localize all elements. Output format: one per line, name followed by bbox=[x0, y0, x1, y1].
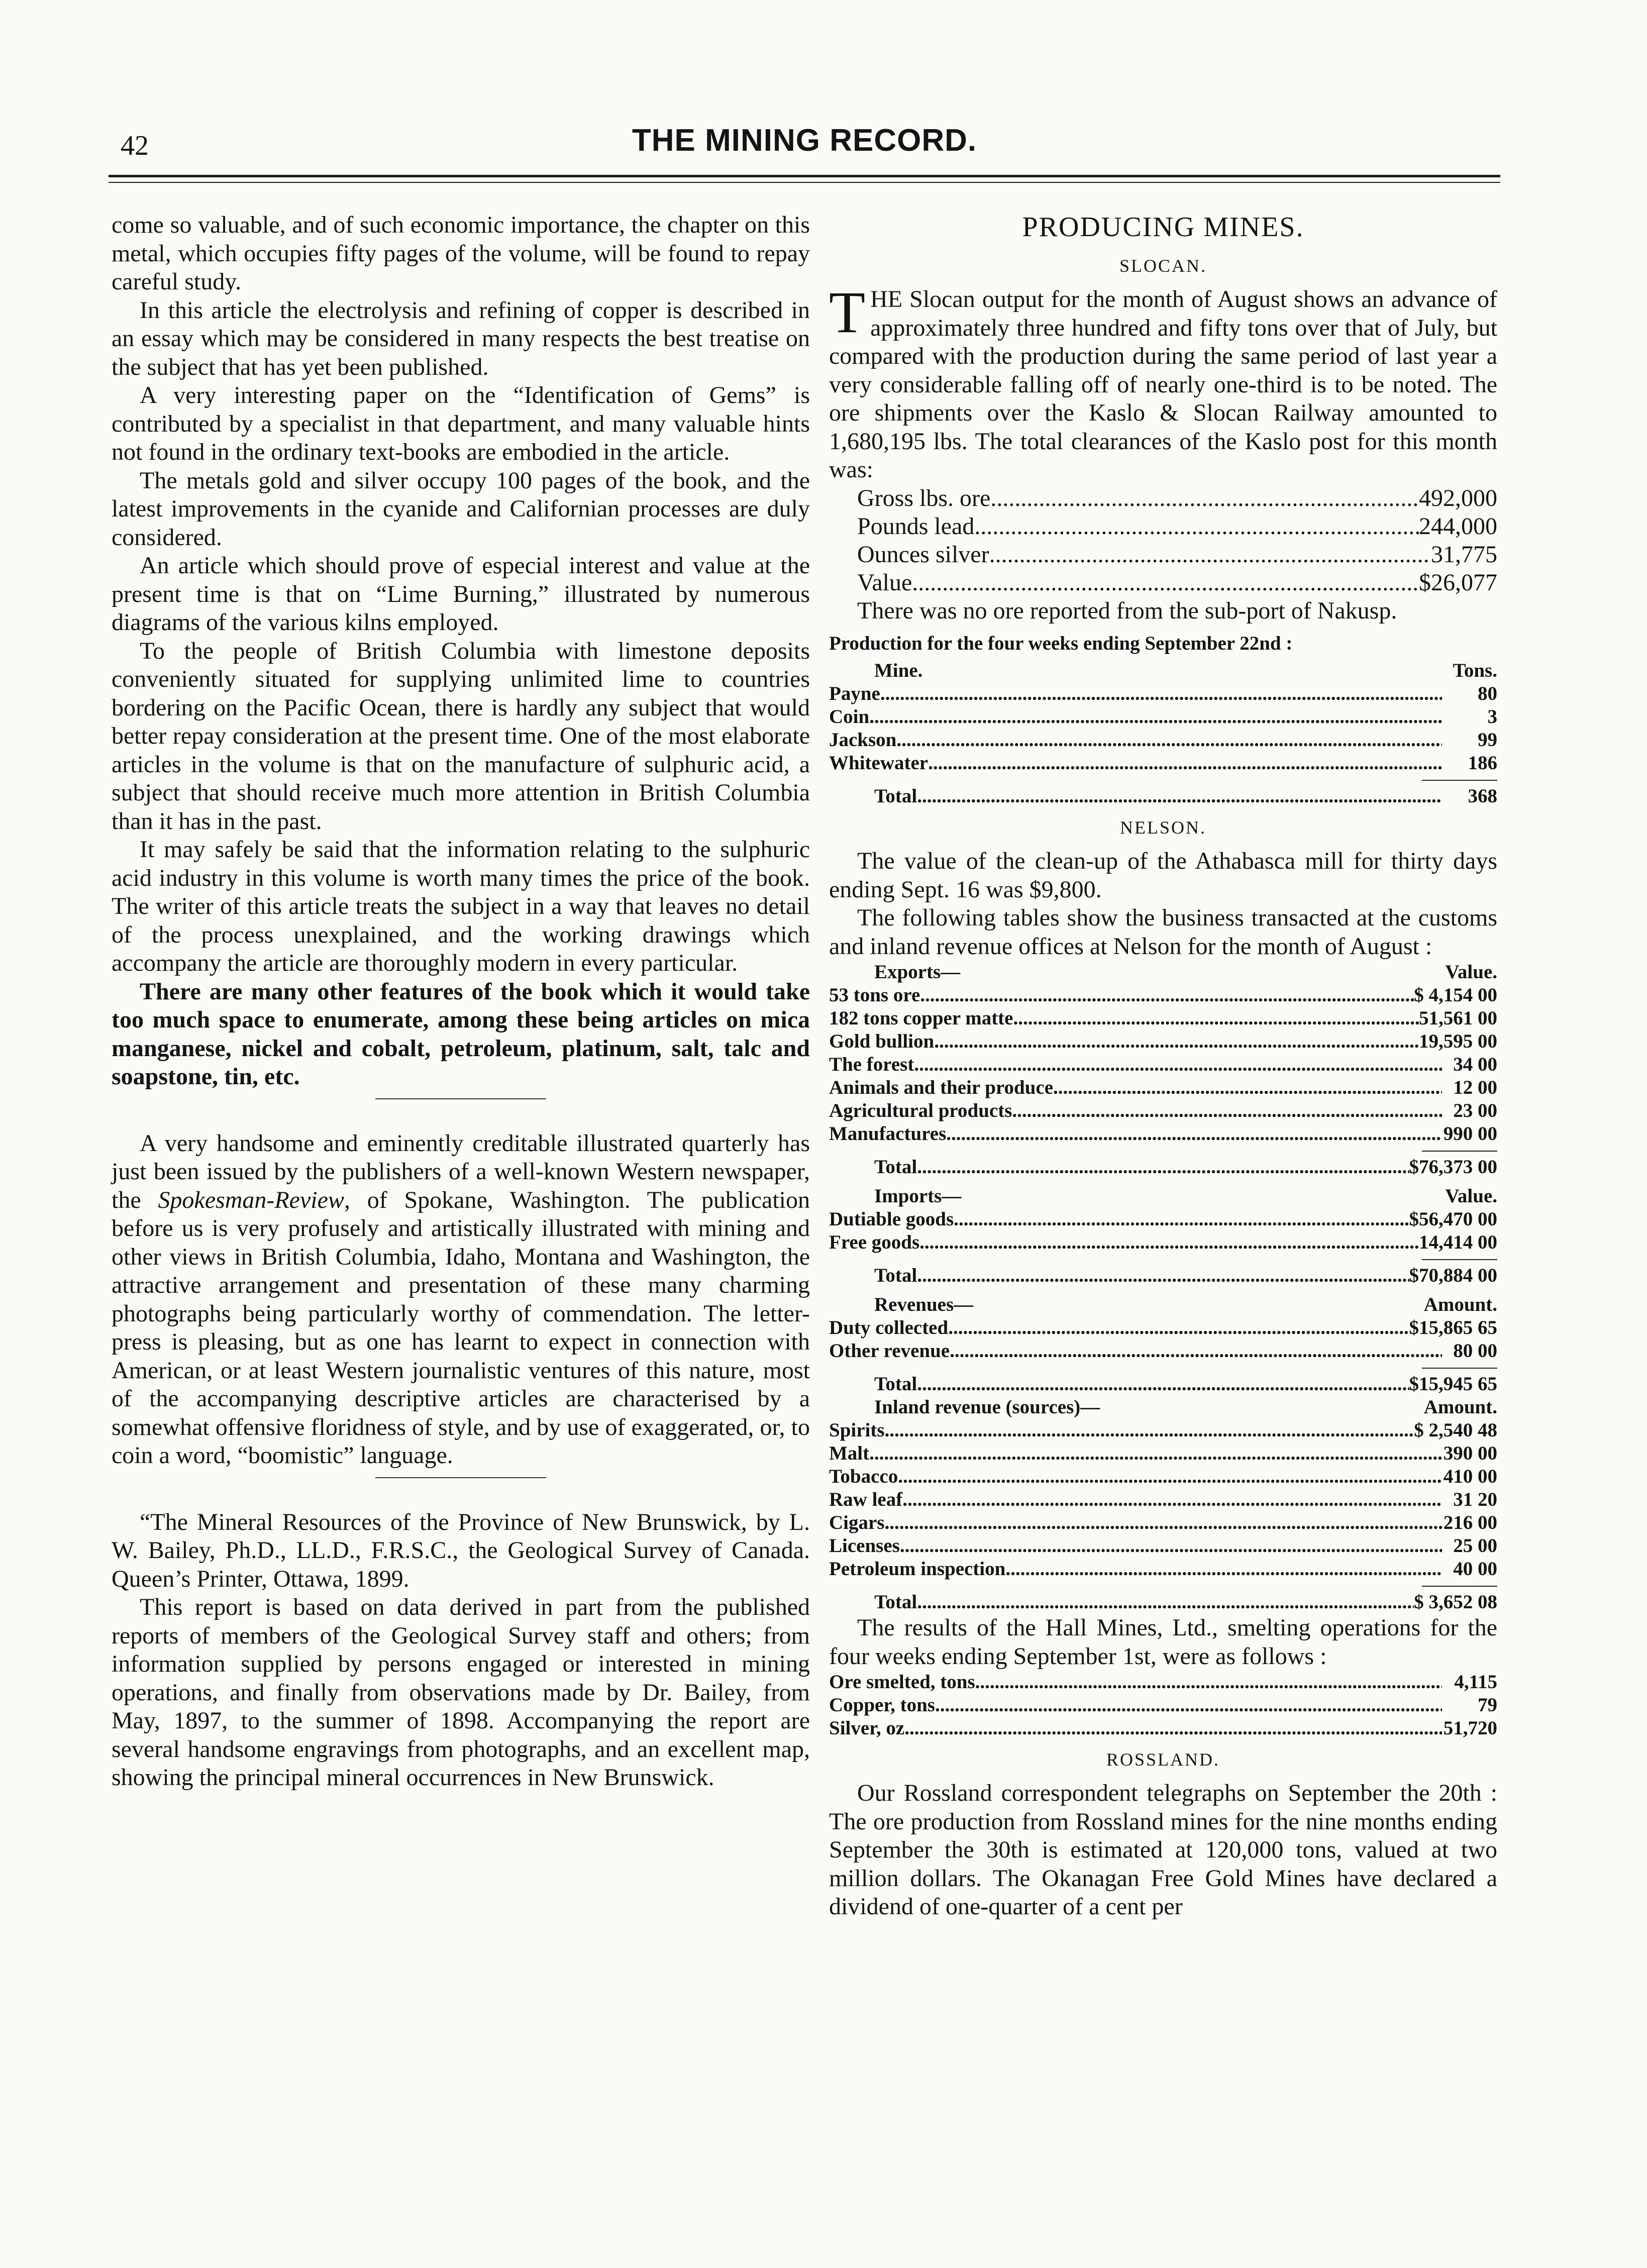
drop-cap: T bbox=[829, 279, 866, 345]
total-value: $70,884 00 bbox=[1409, 1265, 1497, 1286]
hall-mines-table bbox=[829, 1671, 1497, 1740]
left-column bbox=[112, 211, 810, 1792]
row-label: The forest bbox=[829, 1054, 914, 1075]
column-header: Revenues— bbox=[874, 1294, 974, 1315]
inland-header bbox=[829, 1396, 1497, 1419]
paragraph: There are many other features of the book which it would take too much space to enumerate, among these being articles on mica manganese, nickel and cobalt, petroleum, platinum, salt, talc and soapstone, tin, etc. bbox=[112, 978, 810, 1090]
table-row bbox=[829, 1231, 1497, 1254]
row-label: Payne bbox=[829, 683, 880, 704]
row-label: Malt bbox=[829, 1442, 870, 1464]
paragraph: A very interesting paper on the “Identification of Gems” is contributed by a specialist in that department, and many valuable hints not found in the ordinary text-books are embodied in the article. bbox=[112, 382, 810, 465]
table-row bbox=[829, 569, 1497, 597]
row-value: $26,077 bbox=[1419, 569, 1497, 596]
table-row bbox=[829, 1030, 1497, 1053]
row-value: 80 00 bbox=[1453, 1340, 1497, 1362]
table-row bbox=[829, 1099, 1497, 1122]
row-value: 25 00 bbox=[1453, 1535, 1497, 1557]
table-row bbox=[829, 1717, 1497, 1740]
section-divider bbox=[375, 1477, 546, 1478]
row-label: Spirits bbox=[829, 1419, 885, 1441]
row-label: Copper, tons bbox=[829, 1694, 935, 1716]
sum-rule bbox=[1422, 1586, 1497, 1587]
row-value: $ 4,154 00 bbox=[1414, 984, 1497, 1006]
text-run: A very handsome and eminently creditable illustrated quarterly has just been issued by the publishers of a well-known Western newspaper, the bbox=[112, 1129, 810, 1213]
table-total-row bbox=[829, 785, 1497, 808]
table-row bbox=[829, 1419, 1497, 1442]
clearances-list bbox=[829, 484, 1497, 597]
row-value: 19,595 00 bbox=[1419, 1030, 1497, 1052]
row-value: 186 bbox=[1468, 752, 1497, 774]
row-label: Licenses bbox=[829, 1535, 900, 1557]
table-row bbox=[829, 682, 1497, 705]
table-row bbox=[829, 1511, 1497, 1534]
column-header: Amount. bbox=[1423, 1294, 1497, 1315]
sum-rule bbox=[1422, 1259, 1497, 1260]
paragraph: Our Rossland correspondent telegraphs on September the 20th : The ore production from Rossland mines for the nine months ending September the 30th is estimated at 120,000 tons, valued at two million dollars. The Okanagan Free Gold Mines have declared a dividend of one-quarter of a cent per bbox=[829, 1780, 1497, 1920]
row-label: Gold bullion bbox=[829, 1030, 935, 1052]
row-label: Pounds lead bbox=[857, 512, 975, 540]
total-label: Total bbox=[874, 1156, 917, 1178]
total-label: Total bbox=[874, 1591, 917, 1613]
column-header: Tons. bbox=[1453, 660, 1497, 681]
paragraph: come so valuable, and of such economic importance, the chapter on this metal, which occupies fifty pages of the volume, will be found to repay careful study. bbox=[112, 212, 810, 295]
row-value: 990 00 bbox=[1443, 1123, 1497, 1145]
section-divider bbox=[375, 1098, 546, 1099]
italic-title: Spokesman-Review bbox=[158, 1186, 344, 1213]
header-rule-thin bbox=[109, 182, 1500, 183]
table-row bbox=[829, 705, 1497, 729]
table-row bbox=[829, 1558, 1497, 1581]
table-row bbox=[829, 1534, 1497, 1558]
sum-rule bbox=[1422, 1368, 1497, 1369]
column-header: Value. bbox=[1445, 961, 1497, 983]
row-label: Silver, oz bbox=[829, 1717, 905, 1739]
row-label: Jackson bbox=[829, 729, 897, 751]
table-row bbox=[829, 1007, 1497, 1030]
exports-table bbox=[829, 984, 1497, 1146]
production-table bbox=[829, 632, 1497, 808]
paragraph: It may safely be said that the information relating to the sulphuric acid industry in this volume is worth many times the price of the book. The writer of this article treats the subject in a way that leaves no detail of the process unexplained, and the working drawings which accompany the article are thoroughly modern in every particular. bbox=[112, 836, 810, 976]
table-row bbox=[829, 752, 1497, 775]
text-run: , of Spokane, Washington. The publication before us is very profusely and artistically illustrated with mining and other views in British Columbia, Idaho, Montana and Washington, the attractive arrangement and presentation of these many charming photographs being particularly worthy of commendation. The letter-press is pleasing, but as one has learnt to expect in connection with American, or at least Western journalistic ventures of this nature, most of the accompanying descriptive articles are characterised by a somewhat offensive floridness of style, and by use of exaggerated, or, to coin a word, “boomistic” language. bbox=[112, 1186, 810, 1469]
table-row bbox=[829, 541, 1497, 569]
row-value: 51,720 bbox=[1443, 1717, 1497, 1739]
exports-header bbox=[829, 961, 1497, 984]
total-label: Total bbox=[874, 1265, 917, 1286]
slocan-intro bbox=[829, 279, 1497, 484]
row-label: Ore smelted, tons bbox=[829, 1671, 975, 1693]
table-total-row bbox=[829, 1591, 1497, 1614]
sum-rule bbox=[1422, 780, 1497, 781]
row-value: 12 00 bbox=[1453, 1077, 1497, 1098]
row-value: 3 bbox=[1487, 706, 1497, 728]
revenues-table bbox=[829, 1316, 1497, 1363]
paragraph: “The Mineral Resources of the Province of New Brunswick, by L. W. Bailey, Ph.D., LL.D., F.R.S.C., the Geological Survey of Canada. Queen’s Printer, Ottawa, 1899. bbox=[112, 1508, 810, 1592]
table-row bbox=[829, 484, 1497, 512]
imports-header bbox=[829, 1185, 1497, 1208]
table-body bbox=[829, 682, 1497, 775]
table-total-row bbox=[829, 1264, 1497, 1287]
header-rule-thick bbox=[109, 175, 1500, 177]
row-label: Gross lbs. ore bbox=[857, 484, 991, 511]
row-label: Free goods bbox=[829, 1231, 920, 1253]
column-header: Inland revenue (sources)— bbox=[874, 1396, 1100, 1418]
row-label: Petroleum inspection bbox=[829, 1558, 1006, 1580]
table-row bbox=[829, 1076, 1497, 1099]
total-value: $15,945 65 bbox=[1409, 1373, 1497, 1395]
row-value: 80 bbox=[1478, 683, 1497, 704]
row-value: $ 2,540 48 bbox=[1414, 1419, 1497, 1441]
row-value: 244,000 bbox=[1419, 512, 1497, 540]
paragraph: The value of the clean-up of the Athabasca mill for thirty days ending Sept. 16 was $9,800. bbox=[829, 848, 1497, 903]
row-value: 390 00 bbox=[1443, 1442, 1497, 1464]
table-caption: Production for the four weeks ending September 22nd : bbox=[829, 633, 1293, 654]
row-value: 79 bbox=[1478, 1694, 1497, 1716]
row-label: Animals and their produce bbox=[829, 1077, 1054, 1098]
row-label: Duty collected bbox=[829, 1317, 949, 1338]
table-row bbox=[829, 729, 1497, 752]
table-row bbox=[829, 1339, 1497, 1363]
table-row bbox=[829, 1442, 1497, 1465]
column-header: Imports— bbox=[874, 1185, 962, 1207]
nelson-heading: NELSON. bbox=[1120, 817, 1206, 838]
revenues-header bbox=[829, 1293, 1497, 1316]
row-label: Value bbox=[857, 569, 912, 596]
total-label: Total bbox=[874, 785, 917, 807]
row-value: 99 bbox=[1478, 729, 1497, 751]
section-title: PRODUCING MINES. bbox=[1022, 212, 1304, 243]
row-value: 14,414 00 bbox=[1419, 1231, 1497, 1253]
row-value: 216 00 bbox=[1443, 1512, 1497, 1533]
paragraph: To the people of British Columbia with limestone deposits conveniently situated for supplying unlimited lime to countries bordering on the Pacific Ocean, there is hardly any subject that would better repay consideration at the present time. One of the most elaborate articles in the volume is that on the manufacture of sulphuric acid, a subject that should receive much more attention in British Columbia than it has in the past. bbox=[112, 637, 810, 835]
row-value: 34 00 bbox=[1453, 1054, 1497, 1075]
rossland-heading: ROSSLAND. bbox=[1106, 1749, 1220, 1770]
paragraph: The metals gold and silver occupy 100 pages of the book, and the latest improvements in the cyanide and Californian processes are duly considered. bbox=[112, 467, 810, 551]
row-value: 23 00 bbox=[1453, 1100, 1497, 1121]
row-label: Raw leaf bbox=[829, 1489, 903, 1510]
row-label: Other revenue bbox=[829, 1340, 950, 1362]
table-row bbox=[829, 1694, 1497, 1717]
text-run: HE Slocan output for the month of August shows an advance of approximately three hundred and fifty tons over that of July, but compared with the production during the same period of last year a very considerable falling off of nearly one-third is to be noted. The ore shipments over the Kaslo & Slocan Railway amounted to 1,680,195 lbs. The total clearances of the Kaslo post for this month was: bbox=[829, 286, 1497, 483]
table-row bbox=[829, 1208, 1497, 1231]
row-value: 4,115 bbox=[1454, 1671, 1497, 1693]
paragraph: There was no ore reported from the sub-port of Nakusp. bbox=[857, 597, 1397, 624]
spokesman-review-paragraph bbox=[112, 1129, 810, 1470]
table-row bbox=[829, 1316, 1497, 1339]
paragraph: The results of the Hall Mines, Ltd., smelting operations for the four weeks ending September 1st, were as follows : bbox=[829, 1614, 1497, 1670]
total-value: 368 bbox=[1468, 785, 1497, 807]
table-row bbox=[829, 1488, 1497, 1511]
table-header bbox=[829, 659, 1497, 682]
row-value: $15,865 65 bbox=[1409, 1317, 1497, 1338]
row-value: 410 00 bbox=[1443, 1466, 1497, 1487]
right-column bbox=[829, 211, 1497, 1921]
page-number: 42 bbox=[121, 130, 149, 161]
column-header: Amount. bbox=[1423, 1396, 1497, 1418]
total-value: $76,373 00 bbox=[1409, 1156, 1497, 1178]
table-row bbox=[829, 1671, 1497, 1694]
column-header: Mine. bbox=[874, 660, 923, 681]
journal-title: THE MINING RECORD. bbox=[632, 123, 977, 158]
row-label: Ounces silver bbox=[857, 541, 989, 568]
column-header: Value. bbox=[1445, 1185, 1497, 1207]
row-value: 492,000 bbox=[1419, 484, 1497, 511]
row-label: 53 tons ore bbox=[829, 984, 920, 1006]
imports-table bbox=[829, 1208, 1497, 1254]
sum-rule bbox=[1422, 1151, 1497, 1152]
column-header: Exports— bbox=[874, 961, 961, 983]
table-row bbox=[829, 512, 1497, 541]
paragraph: This report is based on data derived in part from the published reports of members of the Geological Survey staff and others; from information supplied by persons engaged or interested in mining operations, and finally from observations made by Dr. Bailey, from May, 1897, to the summer of 1898. Accompanying the report are several handsome engravings from photographs, and an excellent map, showing the principal mineral occurrences in New Brunswick. bbox=[112, 1594, 810, 1791]
row-label: Cigars bbox=[829, 1512, 885, 1533]
row-value: 31,775 bbox=[1431, 541, 1497, 568]
slocan-heading: SLOCAN. bbox=[1119, 256, 1207, 276]
nelson-tables bbox=[829, 961, 1497, 1614]
row-label: Whitewater bbox=[829, 752, 929, 774]
row-label: Coin bbox=[829, 706, 870, 728]
table-row bbox=[829, 984, 1497, 1007]
inland-revenue-table bbox=[829, 1419, 1497, 1581]
table-row bbox=[829, 1465, 1497, 1488]
total-label: Total bbox=[874, 1373, 917, 1395]
table-total-row bbox=[829, 1373, 1497, 1396]
row-label: Manufactures bbox=[829, 1123, 947, 1145]
table-row bbox=[829, 1122, 1497, 1146]
row-value: $56,470 00 bbox=[1409, 1208, 1497, 1230]
row-value: 51,561 00 bbox=[1419, 1007, 1497, 1029]
paragraph: An article which should prove of especial interest and value at the present time is that on “Lime Burning,” illustrated by numerous diagrams of the various kilns employed. bbox=[112, 552, 810, 636]
paragraph: The following tables show the business transacted at the customs and inland revenue offices at Nelson for the month of August : bbox=[829, 904, 1497, 960]
table-row bbox=[829, 1053, 1497, 1076]
row-value: 40 00 bbox=[1453, 1558, 1497, 1580]
row-label: Dutiable goods bbox=[829, 1208, 954, 1230]
row-label: 182 tons copper matte bbox=[829, 1007, 1013, 1029]
page-header bbox=[109, 121, 1500, 176]
row-label: Tobacco bbox=[829, 1466, 898, 1487]
row-value: 31 20 bbox=[1453, 1489, 1497, 1510]
table-total-row bbox=[829, 1156, 1497, 1179]
paragraph: In this article the electrolysis and refining of copper is described in an essay which may be considered in many respects the best treatise on the subject that has yet been published. bbox=[112, 296, 810, 380]
total-value: $ 3,652 08 bbox=[1414, 1591, 1497, 1613]
row-label: Agricultural products bbox=[829, 1100, 1012, 1121]
